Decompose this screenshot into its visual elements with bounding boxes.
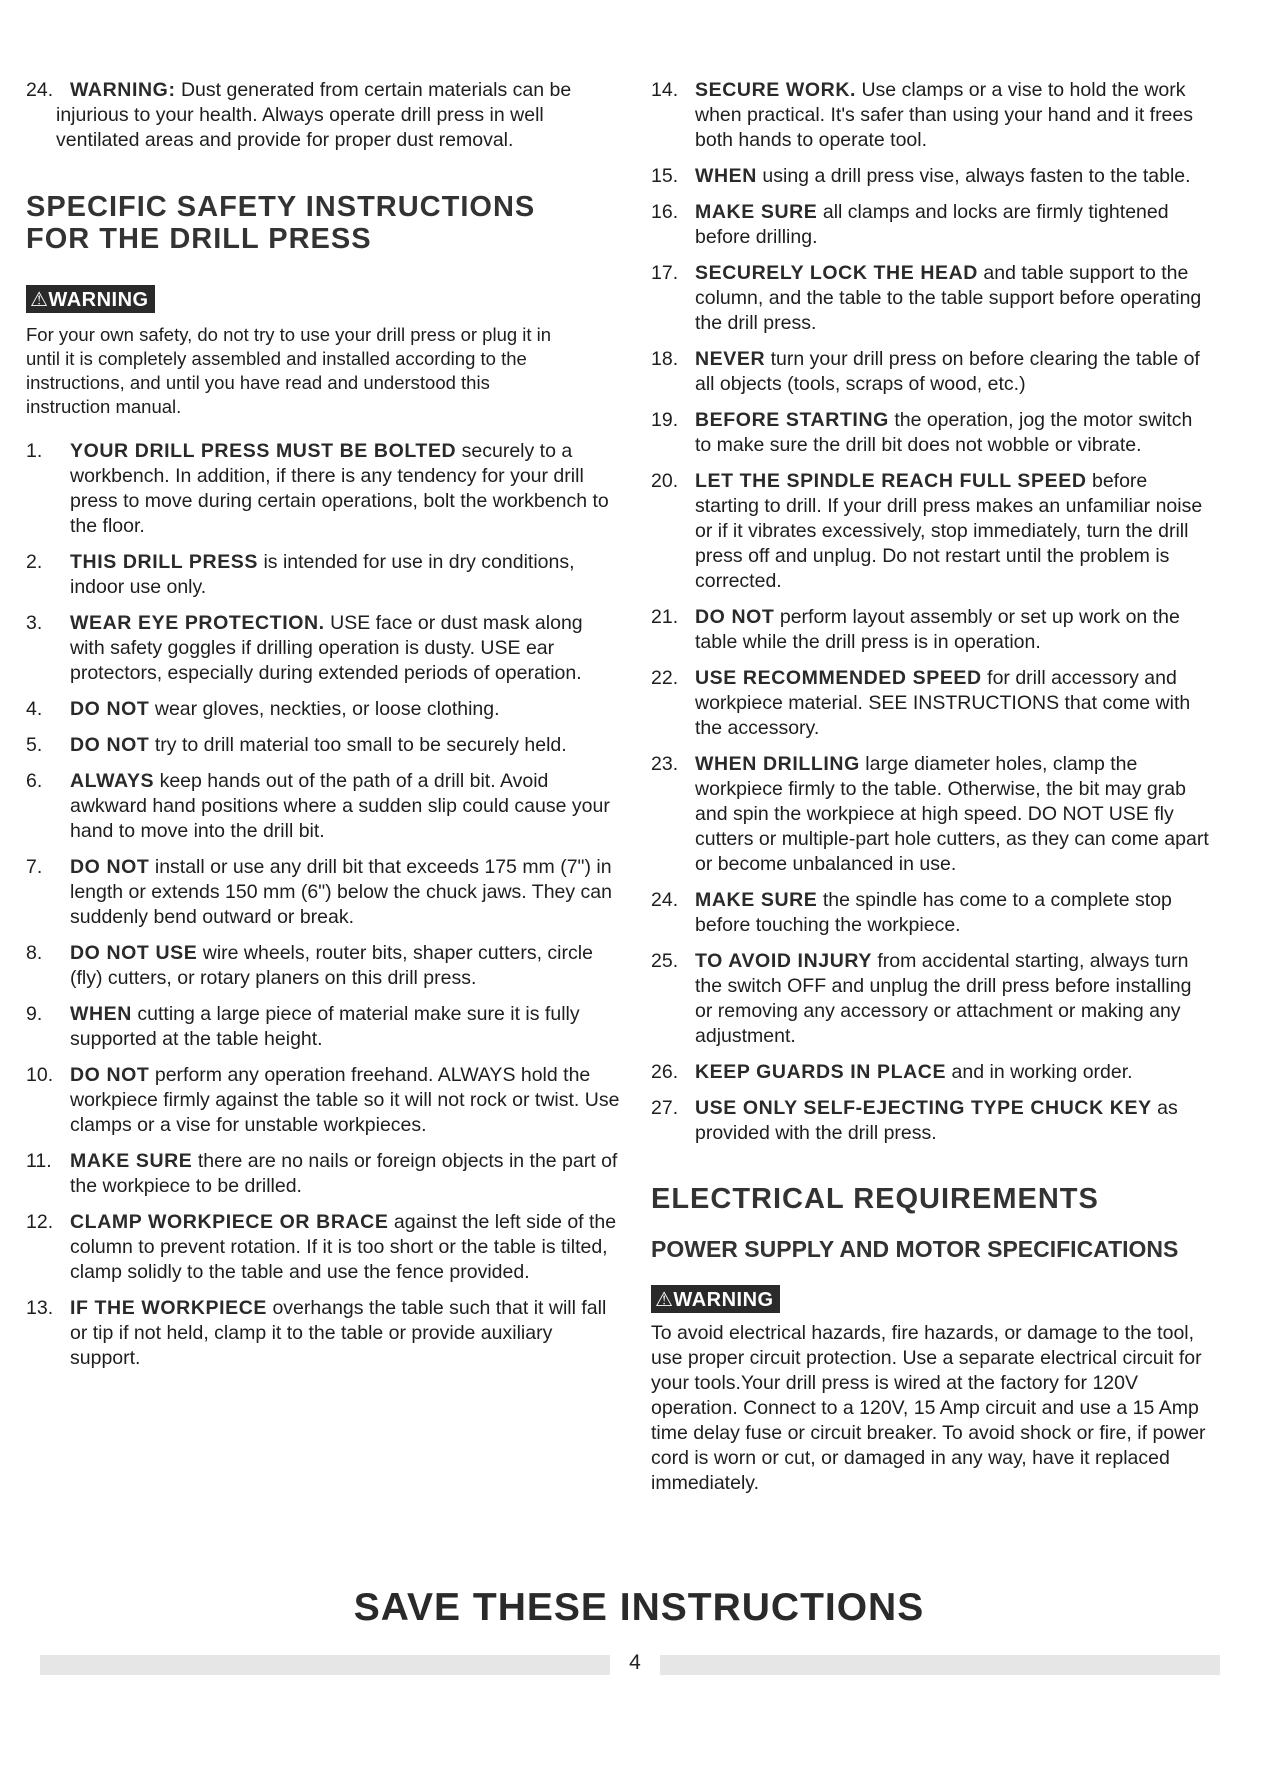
electrical-requirements-heading: ELECTRICAL REQUIREMENTS	[651, 1183, 1099, 1215]
item-number: 26.	[651, 1061, 679, 1083]
item-label: WARNING:	[70, 79, 176, 101]
item-text: is intended for use in dry conditions, indoor use only.	[70, 551, 575, 598]
item-label: DO NOT	[70, 1064, 150, 1086]
item-text: all clamps and locks are firmly tightened before drilling.	[695, 201, 1169, 248]
item-number: 8.	[26, 942, 43, 964]
safety-item	[26, 697, 621, 722]
specific-safety-heading-line1: SPECIFIC SAFETY INSTRUCTIONS	[26, 191, 536, 223]
item-number: 11.	[26, 1150, 52, 1172]
item-text: the operation, jog the motor switch to make sure the drill bit does not wobble or vibrate.	[695, 409, 1193, 456]
safety-item	[651, 78, 1211, 153]
safety-item	[26, 1063, 621, 1138]
item-text: large diameter holes, clamp the workpiece firmly to the table. Otherwise, the bit may grab and spin the workpiece at high speed. DO NOT USE fly cutters or multiple-part hole cutters, as they can come apart or become unbalanced in use.	[695, 753, 1209, 875]
specific-safety-heading-line2: FOR THE DRILL PRESS	[26, 223, 372, 255]
item-label: SECURELY LOCK THE HEAD	[695, 262, 978, 284]
safety-item	[651, 261, 1211, 336]
save-instructions-banner: SAVE THESE INSTRUCTIONS	[353, 1586, 925, 1629]
warning-badge: ⚠WARNING	[26, 285, 155, 313]
item-number: 12.	[26, 1211, 54, 1233]
item-text: using a drill press vise, always fasten to the table.	[762, 165, 1191, 187]
item-number: 18.	[651, 348, 679, 370]
item-label: LET THE SPINDLE REACH FULL SPEED	[695, 470, 1087, 492]
item-number: 14.	[651, 79, 679, 101]
warning-badge-electrical: ⚠WARNING	[651, 1285, 780, 1313]
item-text: cutting a large piece of material make sure it is fully supported at the table height.	[70, 1003, 580, 1050]
item-label: WHEN DRILLING	[695, 753, 860, 775]
item-label: DO NOT	[695, 606, 775, 628]
item-label: ALWAYS	[70, 770, 155, 792]
electrical-paragraph: To avoid electrical hazards, fire hazards, or damage to the tool, use proper circuit protection. Use a separate electrical circuit for your tools.Your drill press is wired at the factory for 120V operation. Connect to a 120V, 15 Amp circuit and use a 15 Amp time delay fuse or circuit breaker. To avoid shock or fire, if power cord is worn or cut, or damaged in any way, have it replaced immediately.	[651, 1322, 1206, 1494]
item-label: IF THE WORKPIECE	[70, 1297, 268, 1319]
item-label: YOUR DRILL PRESS MUST BE BOLTED	[70, 440, 457, 462]
safety-item	[651, 164, 1211, 189]
item-number: 15.	[651, 165, 679, 187]
item-number: 1.	[26, 440, 43, 462]
item-text: keep hands out of the path of a drill bit. Avoid awkward hand positions where a sudden slip could cause your hand to move into the drill bit.	[70, 770, 610, 842]
item-label: WEAR EYE PROTECTION.	[70, 612, 325, 634]
item-label: CLAMP WORKPIECE OR BRACE	[70, 1211, 389, 1233]
item-text: the spindle has come to a complete stop before touching the workpiece.	[695, 889, 1172, 936]
item-label: SECURE WORK.	[695, 79, 857, 101]
item-label: BEFORE STARTING	[695, 409, 889, 431]
safety-item	[26, 611, 621, 686]
item-text: perform any operation freehand. ALWAYS hold the workpiece firmly against the table so it will not rock or twist. Use clamps or a vise for unstable workpieces.	[70, 1064, 620, 1136]
safety-item	[26, 733, 621, 758]
safety-item	[651, 200, 1211, 250]
item-number: 21.	[651, 606, 679, 628]
safety-item	[26, 1002, 621, 1052]
safety-item	[26, 1210, 621, 1285]
item-number: 20.	[651, 470, 679, 492]
item-label: MAKE SURE	[70, 1150, 193, 1172]
warning-paragraph: For your own safety, do not try to use your drill press or plug it in until it is completely assembled and installed according to the instructions, and until you have read and understood this instruction manual.	[26, 324, 552, 417]
item-number: 23.	[651, 753, 679, 775]
item-text: and table support to the column, and the table to the table support before operating the drill press.	[695, 262, 1202, 334]
item-label: NEVER	[695, 348, 766, 370]
item-text: overhangs the table such that it will fall or tip if not held, clamp it to the table or provide auxiliary support.	[70, 1297, 607, 1369]
safety-item	[26, 1149, 621, 1199]
item-label: DO NOT	[70, 698, 150, 720]
item-label: TO AVOID INJURY	[695, 950, 872, 972]
safety-item	[26, 855, 621, 930]
safety-item	[651, 347, 1211, 397]
footer-bar-left	[40, 1655, 610, 1675]
item-text: and in working order.	[951, 1061, 1133, 1083]
item-number: 9.	[26, 1003, 43, 1025]
item-text: from accidental starting, always turn the switch OFF and unplug the drill press before installing or removing any accessory or attachment or making any adjustment.	[695, 950, 1192, 1047]
item-number: 24.	[651, 889, 679, 911]
item-number: 5.	[26, 734, 43, 756]
item-label: WHEN	[695, 165, 757, 187]
safety-list-left	[26, 439, 621, 1371]
item-number: 4.	[26, 698, 43, 720]
item-number: 6.	[26, 770, 43, 792]
safety-item	[651, 888, 1211, 938]
item-number: 19.	[651, 409, 679, 431]
item-text: there are no nails or foreign objects in the part of the workpiece to be drilled.	[70, 1150, 618, 1197]
item-number: 10.	[26, 1064, 54, 1086]
item-number: 25.	[651, 950, 679, 972]
safety-item	[651, 666, 1211, 741]
item-text: Dust generated from certain materials can be injurious to your health. Always operate drill press in well ventilated areas and provide for proper dust removal.	[56, 79, 572, 151]
item-label: THIS DRILL PRESS	[70, 551, 259, 573]
dust-warning-item	[26, 78, 621, 153]
safety-item	[651, 408, 1211, 458]
item-label: MAKE SURE	[695, 201, 818, 223]
safety-item	[26, 1296, 621, 1371]
right-column	[651, 78, 1211, 1496]
item-number: 17.	[651, 262, 679, 284]
item-number: 2.	[26, 551, 43, 573]
safety-item	[651, 752, 1211, 877]
safety-item	[26, 769, 621, 844]
safety-item	[651, 605, 1211, 655]
item-label: USE RECOMMENDED SPEED	[695, 667, 982, 689]
power-supply-heading: POWER SUPPLY AND MOTOR SPECIFICATIONS	[651, 1236, 1179, 1262]
item-label: DO NOT	[70, 856, 150, 878]
item-number: 24.	[26, 79, 54, 101]
safety-item	[26, 439, 621, 539]
item-text: against the left side of the column to prevent rotation. If it is too short or the table is tilted, clamp solidly to the table and use the fence provided.	[70, 1211, 617, 1283]
safety-item	[651, 469, 1211, 594]
item-text: Use clamps or a vise to hold the work when practical. It's safer than using your hand and it frees both hands to operate tool.	[695, 79, 1194, 151]
page-number: 4	[629, 1651, 641, 1674]
item-text: wear gloves, neckties, or loose clothing.	[154, 698, 500, 720]
item-number: 27.	[651, 1097, 679, 1119]
item-label: MAKE SURE	[695, 889, 818, 911]
item-text: turn your drill press on before clearing the table of all objects (tools, scraps of wood, etc.)	[695, 348, 1200, 395]
item-text: securely to a workbench. In addition, if there is any tendency for your drill press to move during certain operations, bolt the workbench to the floor.	[70, 440, 609, 537]
item-text: wire wheels, router bits, shaper cutters, circle (fly) cutters, or rotary planers on this drill press.	[70, 942, 593, 989]
item-number: 22.	[651, 667, 679, 689]
safety-item	[651, 949, 1211, 1049]
item-text: for drill accessory and workpiece material. SEE INSTRUCTIONS that come with the accessory.	[695, 667, 1191, 739]
footer-bar-right	[660, 1655, 1220, 1675]
item-text: USE face or dust mask along with safety goggles if drilling operation is dusty. USE ear protectors, especially during extended periods of operation.	[70, 612, 583, 684]
item-label: WHEN	[70, 1003, 132, 1025]
item-number: 3.	[26, 612, 43, 634]
safety-item	[651, 1096, 1211, 1146]
safety-item	[26, 550, 621, 600]
left-column	[26, 78, 621, 1382]
item-label: DO NOT USE	[70, 942, 198, 964]
item-text: perform layout assembly or set up work on the table while the drill press is in operation.	[695, 606, 1180, 653]
item-text: before starting to drill. If your drill press makes an unfamiliar noise or if it vibrates excessively, stop immediately, turn the drill press off and unplug. Do not restart until the problem is corrected.	[695, 470, 1203, 592]
item-number: 16.	[651, 201, 679, 223]
item-text: try to drill material too small to be securely held.	[154, 734, 567, 756]
safety-list-right	[651, 78, 1211, 1146]
item-label: USE ONLY SELF-EJECTING TYPE CHUCK KEY	[695, 1097, 1152, 1119]
item-label: KEEP GUARDS IN PLACE	[695, 1061, 947, 1083]
item-text: install or use any drill bit that exceeds 175 mm (7") in length or extends 150 mm (6") below the chuck jaws. They can suddenly bend outward or break.	[70, 856, 613, 928]
safety-item	[26, 941, 621, 991]
item-number: 13.	[26, 1297, 54, 1319]
item-number: 7.	[26, 856, 43, 878]
safety-item	[651, 1060, 1211, 1085]
item-text: as provided with the drill press.	[695, 1097, 1178, 1144]
item-label: DO NOT	[70, 734, 150, 756]
